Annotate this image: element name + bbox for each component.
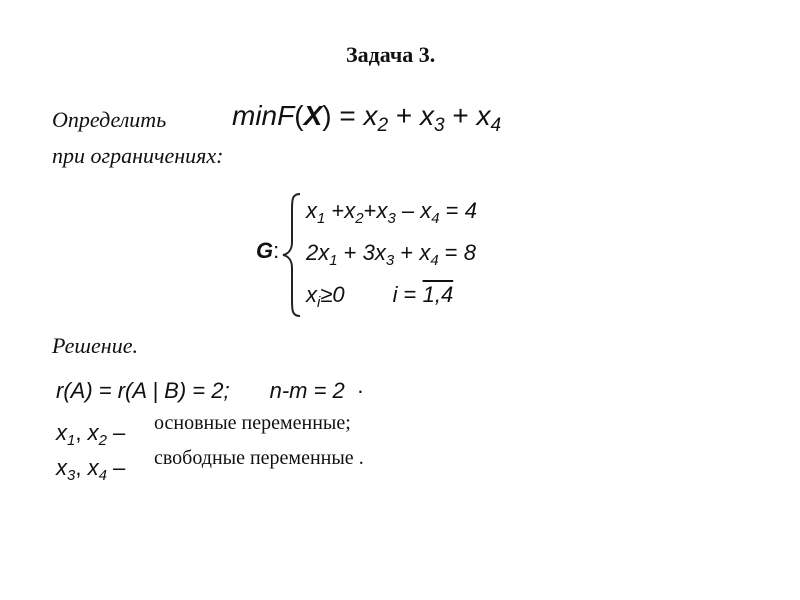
objective-sub-1: 2 <box>377 115 389 137</box>
objective-var-1: x <box>363 100 378 131</box>
constraint-row-1: $x_1 +x_2+x_3 - x_4 = 4$ <box>306 198 477 227</box>
objective-sub-3: 4 <box>490 115 502 137</box>
solution-label: Решение. <box>52 333 138 358</box>
objective-fn: minF <box>232 100 295 131</box>
basic-vars-text: основные переменные; <box>154 412 351 434</box>
objective-var-3: x <box>476 100 491 131</box>
objective-label: Определить <box>52 107 167 132</box>
system-name: G: <box>256 238 280 263</box>
index-range: 1,4 <box>422 282 454 307</box>
objective-sub-2: 3 <box>434 115 445 137</box>
constraint-row-3: $x_i\ge 0$ i = 1,4 <box>306 282 454 311</box>
objective-formula: $\min F(X) = x_2 + x_3 + x_4$ <box>232 100 502 137</box>
rank-line: r(A) = r(A | B) = 2; n-m = 2 · <box>56 378 365 403</box>
basic-vars: $x_1$, $x_2$ – <box>56 420 126 449</box>
system-brace-icon <box>280 190 304 320</box>
page-title: Задача 3. <box>346 42 436 67</box>
constraint-row-2: $2x_1 + 3x_3 + x_4 = 8$ <box>306 240 476 269</box>
free-vars-text: свободные переменные . <box>154 447 364 469</box>
objective-arg: X <box>303 100 323 131</box>
objective-var-2: x <box>420 100 435 131</box>
constraints-label: при ограничениях: <box>52 143 224 168</box>
free-vars: $x_3$, $x_4$ – <box>56 455 126 484</box>
